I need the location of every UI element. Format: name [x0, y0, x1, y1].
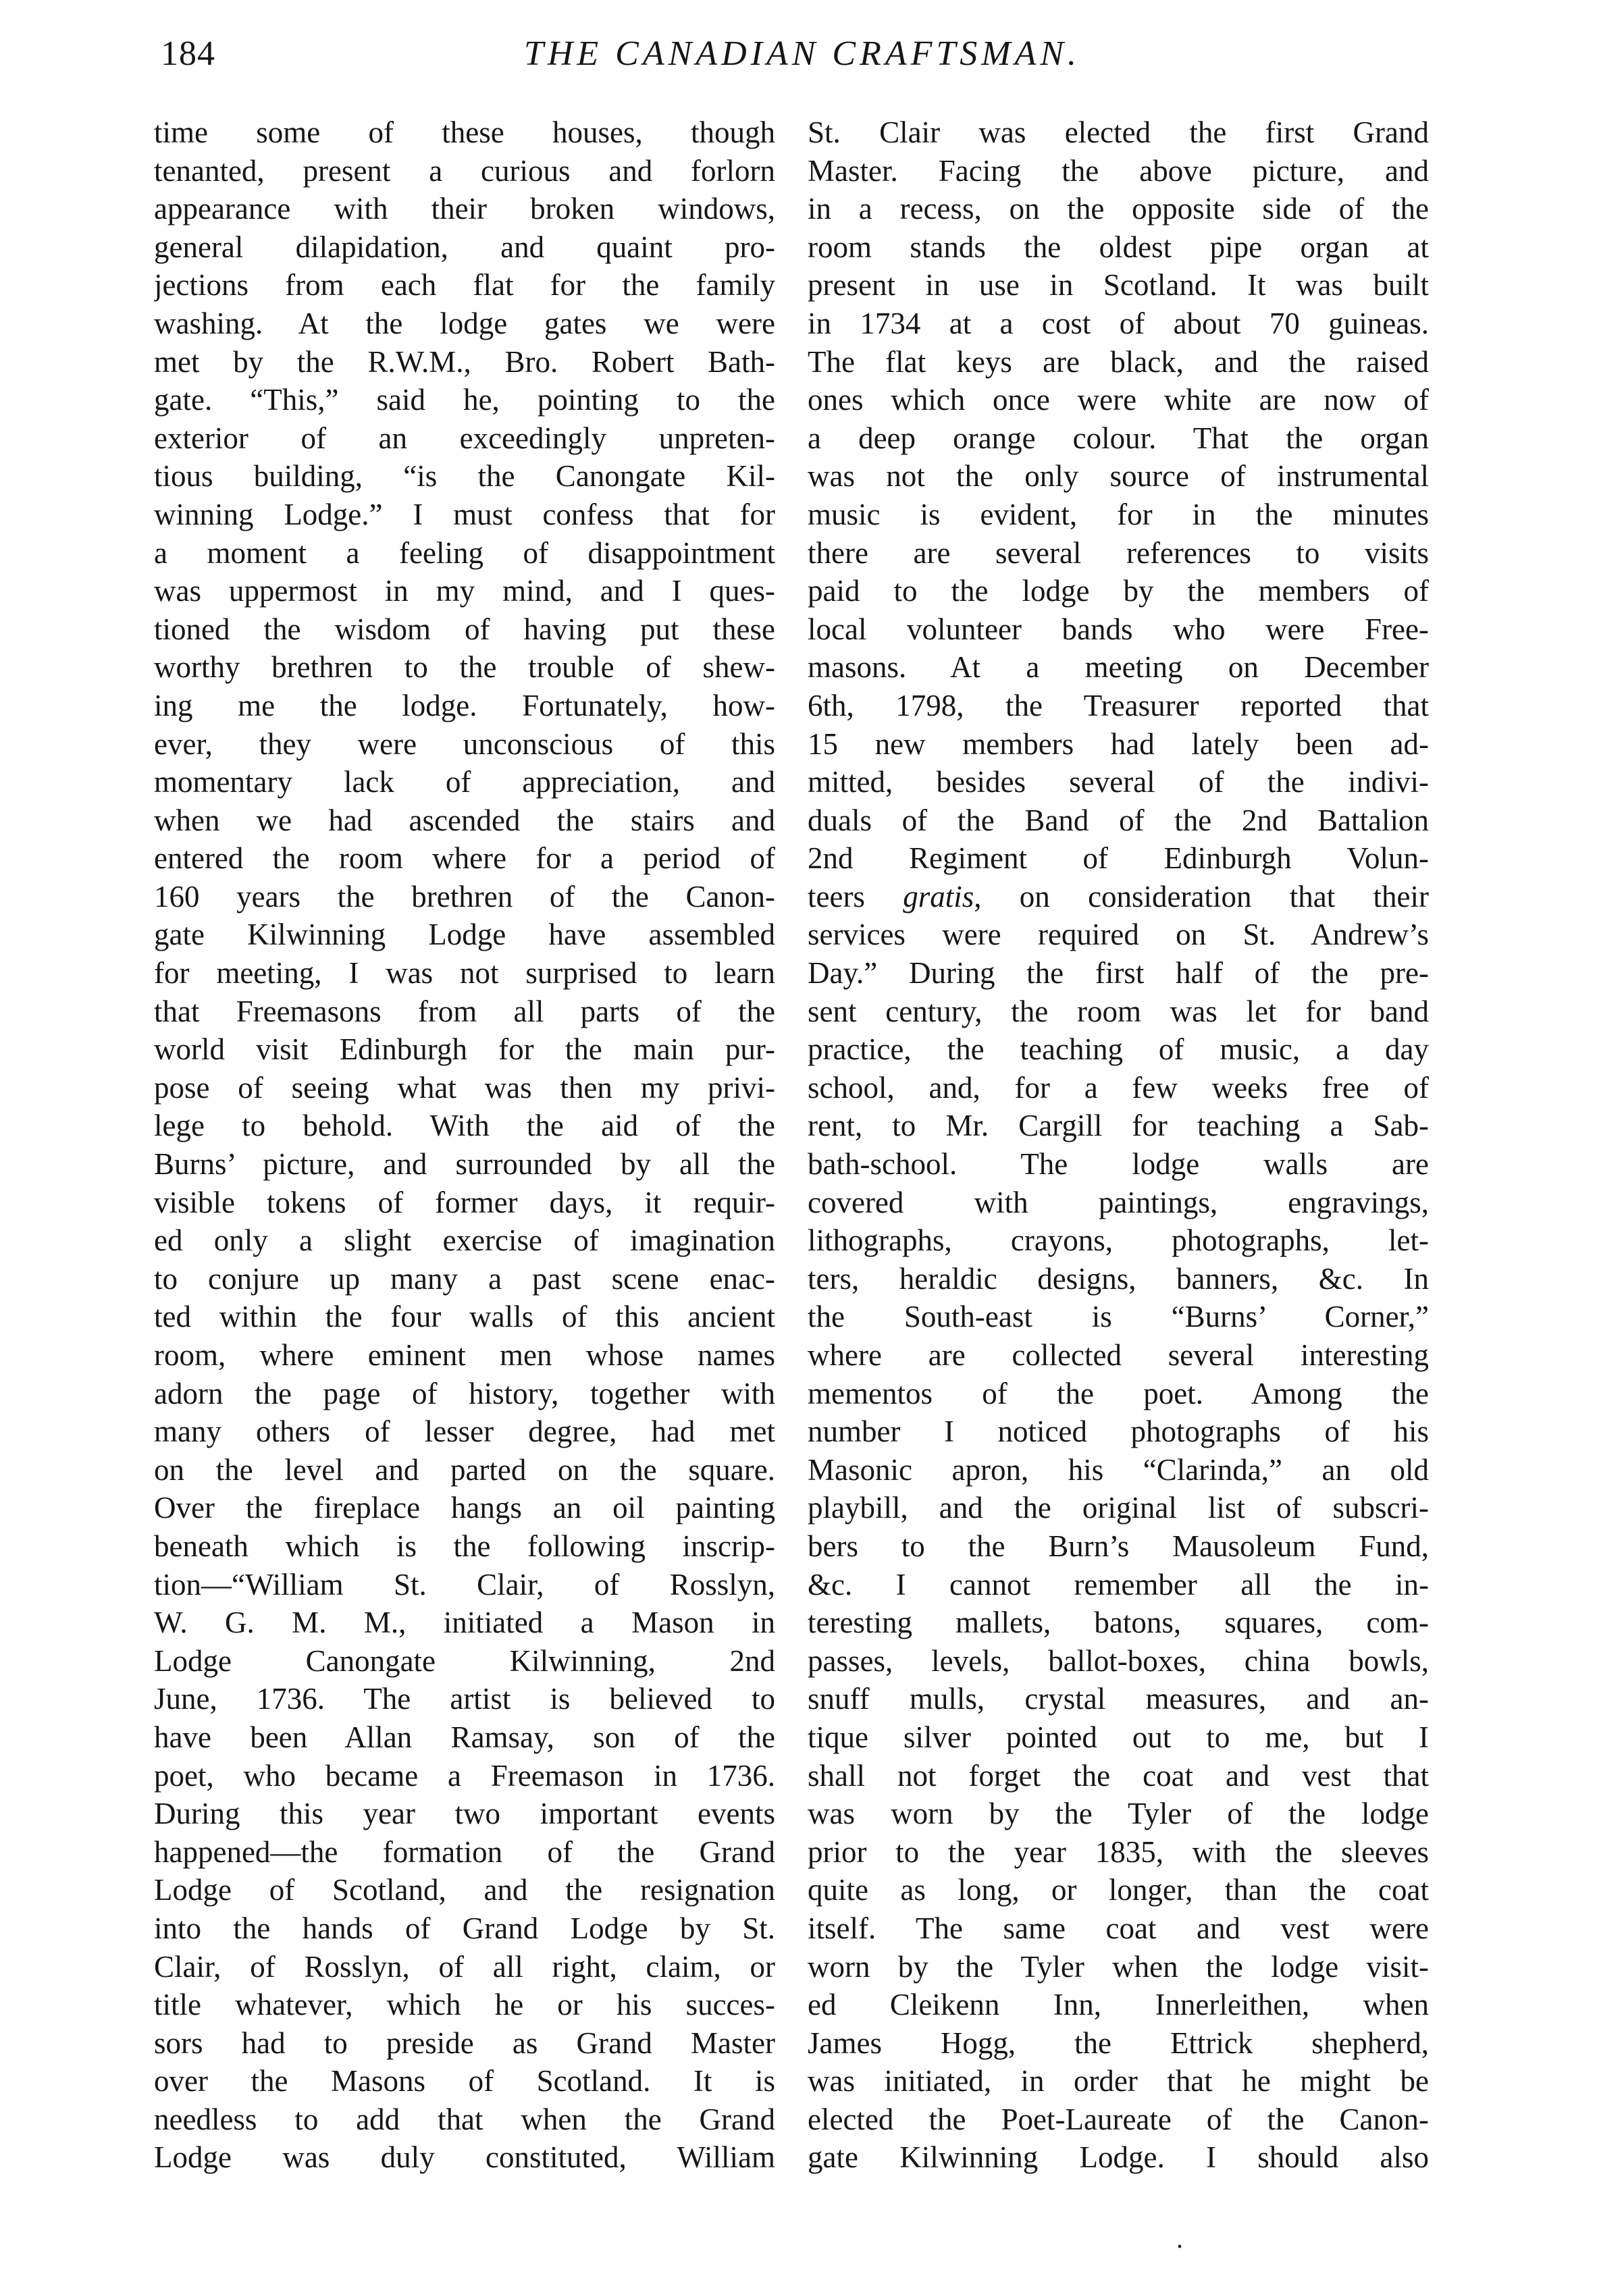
right-column-line: services were required on St. Andrew’s — [808, 918, 1429, 952]
left-column-line: that Freemasons from all parts of the — [154, 994, 775, 1028]
left-column-line: room, where eminent men whose names — [154, 1338, 775, 1372]
right-column-line: present in use in Scotland. It was built — [808, 268, 1429, 302]
left-column-line: Lodge was duly constituted, William — [154, 2140, 775, 2175]
right-column-line: lithographs, crayons, photographs, let- — [808, 1223, 1429, 1258]
right-column-line: music is evident, for in the minutes — [808, 497, 1429, 531]
left-column-line: tion—“William St. Clair, of Rosslyn, — [154, 1567, 775, 1602]
left-column-line: have been Allan Ramsay, son of the — [154, 1720, 775, 1754]
right-column-line: gate Kilwinning Lodge. I should also — [808, 2140, 1429, 2175]
right-column-line: James Hogg, the Ettrick shepherd, — [808, 2026, 1429, 2060]
left-column-line: 160 years the brethren of the Canon- — [154, 879, 775, 914]
left-column-line: washing. At the lodge gates we were — [154, 306, 775, 340]
right-column-line: in a recess, on the opposite side of the — [808, 192, 1429, 226]
right-column-line: mitted, besides several of the indivi- — [808, 765, 1429, 799]
right-column-line: in 1734 at a cost of about 70 guineas. — [808, 306, 1429, 340]
left-column-line: met by the R.W.M., Bro. Robert Bath- — [154, 344, 775, 379]
right-column-line: elected the Poet-Laureate of the Canon- — [808, 2102, 1429, 2136]
left-column-line: momentary lack of appreciation, and — [154, 765, 775, 799]
right-column-line: playbill, and the original list of subscri- — [808, 1491, 1429, 1525]
left-column-line: jections from each flat for the family — [154, 268, 775, 302]
left-column-line: tious building, “is the Canongate Kil- — [154, 459, 775, 494]
right-column-line: a deep orange colour. That the organ — [808, 421, 1429, 455]
left-column-line: into the hands of Grand Lodge by St. — [154, 1911, 775, 1945]
left-column-line: During this year two important events — [154, 1797, 775, 1831]
left-column-line: worthy brethren to the trouble of shew- — [154, 650, 775, 685]
left-column-line: Clair, of Rosslyn, of all right, claim, or — [154, 1949, 775, 1984]
left-column-line: sors had to preside as Grand Master — [154, 2026, 775, 2060]
right-column-line: number I noticed photographs of his — [808, 1414, 1429, 1449]
left-column-line: needless to add that when the Grand — [154, 2102, 775, 2136]
left-column-line: was uppermost in my mind, and I ques- — [154, 574, 775, 608]
right-column-line: ones which once were white are now of — [808, 383, 1429, 417]
right-column-line: teers gratis, on consideration that their — [808, 879, 1429, 914]
left-column-line: W. G. M. M., initiated a Mason in — [154, 1606, 775, 1640]
right-text-column — [808, 113, 1429, 2177]
right-column-line: prior to the year 1835, with the sleeves — [808, 1834, 1429, 1869]
right-column-line: Master. Facing the above picture, and — [808, 153, 1429, 188]
left-column-line: a moment a feeling of disappointment — [154, 535, 775, 570]
right-column-line: was not the only source of instrumental — [808, 459, 1429, 494]
left-column-line: general dilapidation, and quaint pro- — [154, 230, 775, 264]
left-column-line: adorn the page of history, together with — [154, 1376, 775, 1410]
left-column-line: over the Masons of Scotland. It is — [154, 2064, 775, 2098]
right-column-line: tique silver pointed out to me, but I — [808, 1720, 1429, 1754]
left-column-line: exterior of an exceedingly unpreten- — [154, 421, 775, 455]
right-column-line: bath-school. The lodge walls are — [808, 1147, 1429, 1182]
right-column-line: 15 new members had lately been ad- — [808, 726, 1429, 761]
right-column-line: &c. I cannot remember all the in- — [808, 1567, 1429, 1602]
right-column-line: Day.” During the first half of the pre- — [808, 956, 1429, 990]
left-column-line: for meeting, I was not surprised to learn — [154, 956, 775, 990]
right-column-line: bers to the Burn’s Mausoleum Fund, — [808, 1529, 1429, 1563]
right-column-line: itself. The same coat and vest were — [808, 1911, 1429, 1945]
stray-print-mark: . — [1176, 2223, 1183, 2254]
right-column-line: The flat keys are black, and the raised — [808, 344, 1429, 379]
left-column-line: ing me the lodge. Fortunately, how- — [154, 688, 775, 722]
left-column-line: gate. “This,” said he, pointing to the — [154, 383, 775, 417]
right-column-line: worn by the Tyler when the lodge visit- — [808, 1949, 1429, 1984]
left-column-line: tenanted, present a curious and forlorn — [154, 153, 775, 188]
right-column-line: masons. At a meeting on December — [808, 650, 1429, 685]
right-column-line: teresting mallets, batons, squares, com- — [808, 1606, 1429, 1640]
right-column-line: where are collected several interesting — [808, 1338, 1429, 1372]
left-column-line: happened—the formation of the Grand — [154, 1834, 775, 1869]
right-column-line: sent century, the room was let for band — [808, 994, 1429, 1028]
left-column-line: Lodge Canongate Kilwinning, 2nd — [154, 1643, 775, 1678]
left-column-line: June, 1736. The artist is believed to — [154, 1682, 775, 1716]
left-column-line: tioned the wisdom of having put these — [154, 612, 775, 646]
right-column-line: covered with paintings, engravings, — [808, 1185, 1429, 1219]
left-column-line: to conjure up many a past scene enac- — [154, 1261, 775, 1296]
right-column-line: Masonic apron, his “Clarinda,” an old — [808, 1452, 1429, 1487]
right-column-line: local volunteer bands who were Free- — [808, 612, 1429, 646]
left-column-line: winning Lodge.” I must confess that for — [154, 497, 775, 531]
right-column-line: quite as long, or longer, than the coat — [808, 1873, 1429, 1907]
running-head — [161, 34, 1444, 88]
page-number: 184 — [161, 34, 215, 73]
right-column-line: the South-east is “Burns’ Corner,” — [808, 1300, 1429, 1334]
right-column-line: ters, heraldic designs, banners, &c. In — [808, 1261, 1429, 1296]
left-column-line: appearance with their broken windows, — [154, 192, 775, 226]
right-column-line: ed Cleikenn Inn, Innerleithen, when — [808, 1988, 1429, 2022]
left-column-line: Burns’ picture, and surrounded by all the — [154, 1147, 775, 1182]
right-column-line: rent, to Mr. Cargill for teaching a Sab- — [808, 1109, 1429, 1143]
right-column-line: duals of the Band of the 2nd Battalion — [808, 803, 1429, 837]
right-column-line: shall not forget the coat and vest that — [808, 1758, 1429, 1793]
right-column-line: practice, the teaching of music, a day — [808, 1032, 1429, 1067]
journal-title: THE CANADIAN CRAFTSMAN. — [523, 34, 1081, 73]
right-column-line: was initiated, in order that he might be — [808, 2064, 1429, 2098]
right-column-line: mementos of the poet. Among the — [808, 1376, 1429, 1410]
left-column-line: gate Kilwinning Lodge have assembled — [154, 918, 775, 952]
right-column-line: 2nd Regiment of Edinburgh Volun- — [808, 841, 1429, 876]
left-column-line: Lodge of Scotland, and the resignation — [154, 1873, 775, 1907]
left-column-line: many others of lesser degree, had met — [154, 1414, 775, 1449]
left-column-line: ever, they were unconscious of this — [154, 726, 775, 761]
left-column-line: beneath which is the following inscrip- — [154, 1529, 775, 1563]
left-column-line: lege to behold. With the aid of the — [154, 1109, 775, 1143]
right-column-line: St. Clair was elected the first Grand — [808, 115, 1429, 149]
right-column-line: 6th, 1798, the Treasurer reported that — [808, 688, 1429, 722]
right-column-line: snuff mulls, crystal measures, and an- — [808, 1682, 1429, 1716]
left-column-line: entered the room where for a period of — [154, 841, 775, 876]
left-column-line: visible tokens of former days, it requir- — [154, 1185, 775, 1219]
left-column-line: pose of seeing what was then my privi- — [154, 1070, 775, 1105]
right-column-line: there are several references to visits — [808, 535, 1429, 570]
left-column-line: poet, who became a Freemason in 1736. — [154, 1758, 775, 1793]
right-column-line: school, and, for a few weeks free of — [808, 1070, 1429, 1105]
left-column-line: world visit Edinburgh for the main pur- — [154, 1032, 775, 1067]
left-column-line: Over the fireplace hangs an oil painting — [154, 1491, 775, 1525]
right-column-line: paid to the lodge by the members of — [808, 574, 1429, 608]
left-column-line: time some of these houses, though — [154, 115, 775, 149]
right-column-line: was worn by the Tyler of the lodge — [808, 1797, 1429, 1831]
left-text-column — [154, 113, 775, 2177]
left-column-line: on the level and parted on the square. — [154, 1452, 775, 1487]
italic-word: gratis — [903, 879, 974, 914]
left-column-line: title whatever, which he or his succes- — [154, 1988, 775, 2022]
left-column-line: ted within the four walls of this ancient — [154, 1300, 775, 1334]
right-column-line: room stands the oldest pipe organ at — [808, 230, 1429, 264]
left-column-line: when we had ascended the stairs and — [154, 803, 775, 837]
left-column-line: ed only a slight exercise of imagination — [154, 1223, 775, 1258]
right-column-line: passes, levels, ballot-boxes, china bowls, — [808, 1643, 1429, 1678]
